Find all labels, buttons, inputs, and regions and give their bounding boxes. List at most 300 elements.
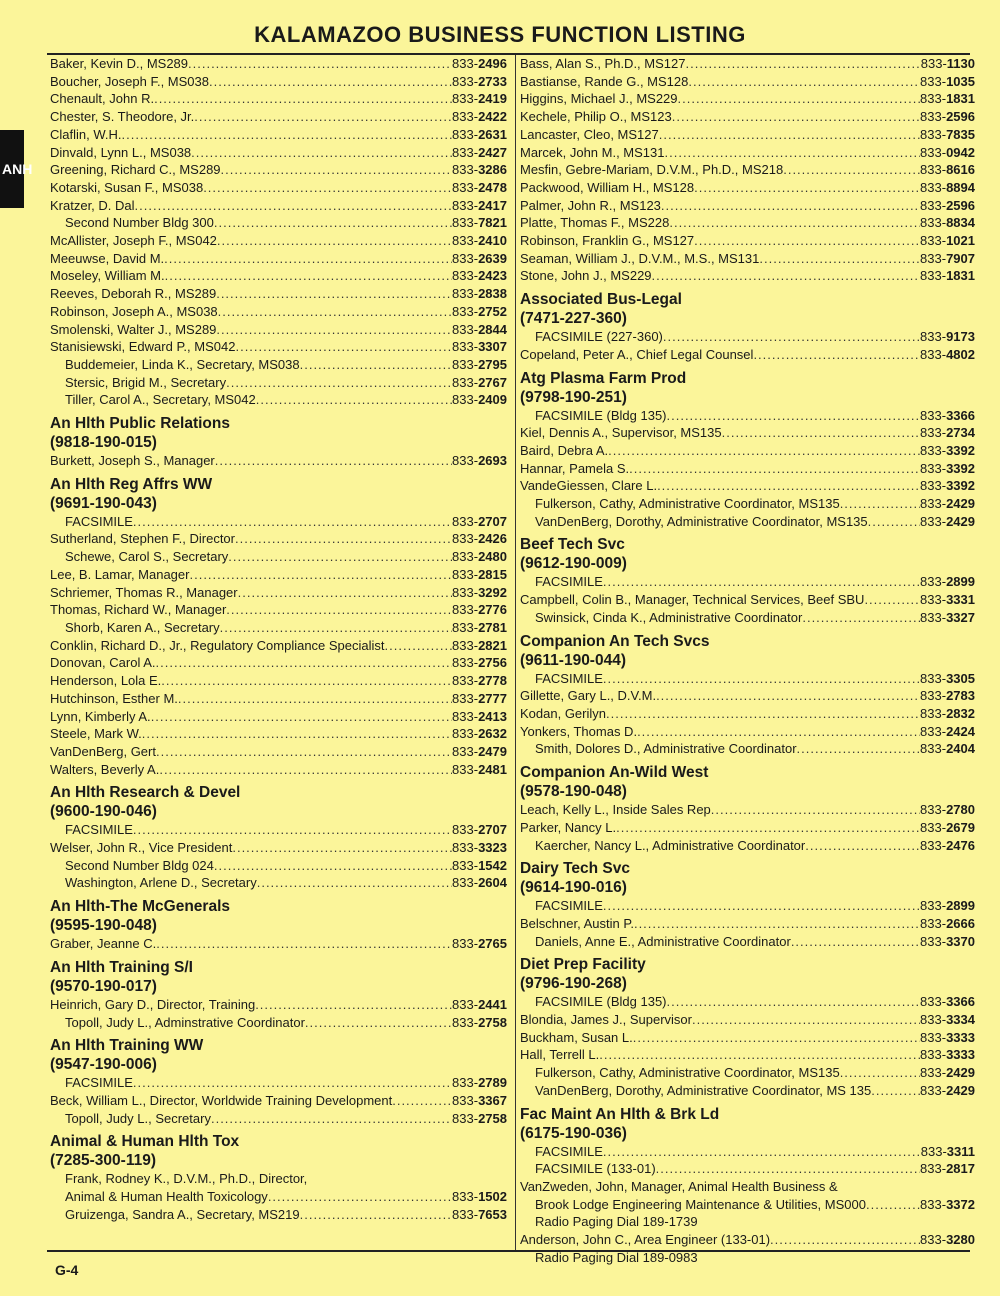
- listing-entry: [50, 672, 507, 690]
- phone-prefix: 833-: [452, 91, 479, 107]
- entry-name: Lee, B. Lamar, Manager: [50, 566, 190, 582]
- entry-name: FACSIMILE (Bldg 135): [535, 407, 667, 423]
- phone-prefix: 833-: [920, 478, 947, 494]
- phone-extension: 8616: [946, 162, 975, 178]
- phone-number: [452, 267, 507, 285]
- phone-number: [920, 477, 975, 495]
- phone-extension: 2478: [478, 179, 507, 195]
- phone-number: [452, 338, 507, 356]
- phone-extension: 2899: [946, 574, 975, 590]
- dot-leader: [133, 1074, 452, 1092]
- listing-entry: [520, 108, 975, 126]
- phone-extension: 2795: [478, 356, 507, 372]
- section-tab-label: ANH: [2, 161, 33, 177]
- phone-number: [452, 197, 507, 215]
- dot-leader: [672, 108, 920, 126]
- entry-name: Belschner, Austin P.: [520, 915, 634, 931]
- listing-entry: [50, 452, 507, 470]
- listing-entry: [50, 90, 507, 108]
- listing-entry: [520, 1046, 975, 1064]
- phone-extension: 2429: [946, 1082, 975, 1098]
- department-heading: An Hlth Reg Affrs WW: [50, 475, 213, 493]
- phone-number: [452, 452, 507, 470]
- entry-name: FACSIMILE (133-01): [535, 1161, 656, 1177]
- dot-leader: [133, 821, 452, 839]
- phone-prefix: 833-: [920, 898, 947, 914]
- entry-name: Hannar, Pamela S.: [520, 460, 630, 476]
- entry-name: Dinvald, Lynn L., MS038: [50, 144, 192, 160]
- department-heading: Dairy Tech Svc: [520, 860, 630, 878]
- phone-number: [920, 740, 975, 758]
- listing-entry: [50, 303, 507, 321]
- entry-name: VanDenBerg, Dorothy, Administrative Coordinator, MS 135: [535, 1082, 872, 1098]
- entry-name: Graber, Jeanne C.: [50, 936, 157, 952]
- dot-leader: [629, 460, 920, 478]
- phone-prefix: 833-: [452, 673, 479, 689]
- dot-leader: [868, 513, 920, 531]
- entry-name: Fulkerson, Cathy, Administrative Coordinator, MS135: [535, 496, 840, 512]
- entry-name: Meeuwse, David M.: [50, 250, 165, 266]
- phone-extension: 2404: [946, 741, 975, 757]
- dot-leader: [385, 637, 453, 655]
- dot-leader: [232, 839, 452, 857]
- phone-number: [920, 801, 975, 819]
- listing-entry: [50, 285, 507, 303]
- phone-prefix: 833-: [920, 233, 947, 249]
- phone-extension: 2778: [478, 673, 507, 689]
- phone-prefix: 833-: [920, 1196, 947, 1212]
- entry-name: Campbell, Colin B., Manager, Technical Services, Beef SBU: [520, 592, 865, 608]
- phone-number: [452, 1206, 507, 1224]
- listing-text-line: Frank, Rodney K., D.V.M., Ph.D., Director,: [65, 1171, 308, 1187]
- phone-number: [452, 108, 507, 126]
- entry-name: Palmer, John R., MS123: [520, 197, 661, 213]
- entry-name: Packwood, William H., MS128: [520, 179, 695, 195]
- phone-prefix: 833-: [452, 875, 479, 891]
- phone-number: [920, 591, 975, 609]
- phone-prefix: 833-: [920, 994, 947, 1010]
- phone-extension: 2604: [478, 875, 507, 891]
- listing-entry: [50, 267, 507, 285]
- phone-prefix: 833-: [452, 726, 479, 742]
- phone-extension: 2707: [478, 513, 507, 529]
- listing-entry: [50, 548, 507, 566]
- phone-extension: 2821: [478, 637, 507, 653]
- listing-entry: [50, 1110, 507, 1128]
- phone-prefix: 833-: [920, 609, 947, 625]
- listing-entry: [520, 723, 975, 741]
- listing-entry: [50, 839, 507, 857]
- column-divider: [515, 55, 516, 1250]
- listing-entry: [50, 935, 507, 953]
- listing-entry: [520, 837, 975, 855]
- phone-extension: 1831: [946, 91, 975, 107]
- phone-number: [920, 346, 975, 364]
- entry-name: Buddemeier, Linda K., Secretary, MS038: [65, 356, 300, 372]
- entry-name: Smolenski, Walter J., MS289: [50, 321, 217, 337]
- phone-prefix: 833-: [452, 392, 479, 408]
- listing-entry: [520, 214, 975, 232]
- phone-prefix: 833-: [452, 840, 479, 856]
- phone-extension: 2429: [946, 1065, 975, 1081]
- phone-prefix: 833-: [452, 126, 479, 142]
- dot-leader: [215, 452, 452, 470]
- dot-leader: [221, 161, 453, 179]
- phone-extension: 0942: [946, 144, 975, 160]
- phone-number: [452, 321, 507, 339]
- dot-leader: [156, 935, 452, 953]
- dot-leader: [188, 55, 452, 73]
- phone-number: [452, 1110, 507, 1128]
- phone-number: [920, 1231, 975, 1249]
- phone-number: [921, 1143, 975, 1161]
- entry-name: Chenault, John R.: [50, 91, 155, 107]
- phone-extension: 2496: [478, 56, 507, 71]
- entry-name: Hutchinson, Esther M.: [50, 690, 178, 706]
- entry-name: Baker, Kevin D., MS289: [50, 56, 189, 71]
- dot-leader: [238, 584, 452, 602]
- phone-prefix: 833-: [920, 513, 947, 529]
- phone-extension: 2596: [946, 109, 975, 125]
- listing-entry: [520, 1011, 975, 1029]
- phone-extension: 3367: [478, 1092, 507, 1108]
- dot-leader: [661, 197, 920, 215]
- dot-leader: [122, 126, 453, 144]
- phone-prefix: 833-: [452, 531, 479, 547]
- dot-leader: [871, 1082, 920, 1100]
- dot-leader: [864, 591, 920, 609]
- phone-extension: 9173: [946, 329, 975, 345]
- phone-extension: 3392: [946, 442, 975, 458]
- phone-prefix: 833-: [920, 250, 947, 266]
- phone-prefix: 833-: [452, 822, 479, 838]
- phone-number: [920, 214, 975, 232]
- entry-name: Bastianse, Rande G., MS128: [520, 73, 689, 89]
- phone-prefix: 833-: [920, 819, 947, 835]
- entry-name: FACSIMILE: [65, 513, 133, 529]
- dot-leader: [603, 670, 920, 688]
- listing-entry: [50, 197, 507, 215]
- phone-number: [452, 839, 507, 857]
- phone-extension: 2424: [946, 723, 975, 739]
- phone-prefix: 833-: [452, 286, 479, 302]
- dot-leader: [685, 55, 920, 73]
- entry-name: Swinsick, Cinda K., Administrative Coordinator: [535, 609, 803, 625]
- phone-number: [452, 821, 507, 839]
- phone-extension: 2899: [946, 898, 975, 914]
- phone-prefix: 833-: [452, 584, 479, 600]
- listing-entry: [50, 743, 507, 761]
- dot-leader: [151, 708, 452, 726]
- phone-extension: 2429: [946, 496, 975, 512]
- listing-entry: [520, 573, 975, 591]
- dot-leader: [616, 819, 920, 837]
- phone-number: [921, 55, 975, 73]
- phone-prefix: 833-: [452, 549, 479, 565]
- entry-name: Robinson, Joseph A., MS038: [50, 303, 218, 319]
- dot-leader: [711, 801, 920, 819]
- dot-leader: [209, 73, 452, 91]
- entry-name: McAllister, Joseph F., MS042: [50, 233, 217, 249]
- entry-name: Heinrich, Gary D., Director, Training: [50, 996, 256, 1012]
- phone-extension: 2410: [478, 233, 507, 249]
- phone-extension: 2417: [478, 197, 507, 213]
- phone-number: [920, 460, 975, 478]
- dot-leader: [656, 687, 920, 705]
- dot-leader: [165, 267, 452, 285]
- phone-prefix: 833-: [452, 356, 479, 372]
- phone-prefix: 833-: [920, 1232, 947, 1248]
- entry-name: Topoll, Judy L., Adminstrative Coordinator: [65, 1014, 305, 1030]
- entry-name: Topoll, Judy L., Secretary: [65, 1110, 211, 1126]
- department-heading: Companion An Tech Svcs: [520, 632, 710, 650]
- dot-leader: [840, 1064, 920, 1082]
- phone-prefix: 833-: [920, 741, 947, 757]
- phone-extension: 3280: [946, 1232, 975, 1248]
- entry-name: Smith, Dolores D., Administrative Coordinator: [535, 741, 797, 757]
- phone-number: [920, 819, 975, 837]
- phone-extension: 2419: [478, 91, 507, 107]
- phone-number: [452, 654, 507, 672]
- phone-extension: 2679: [946, 819, 975, 835]
- listing-entry: [520, 328, 975, 346]
- dot-leader: [637, 723, 920, 741]
- phone-number: [452, 144, 507, 162]
- listing-entry: [50, 250, 507, 268]
- phone-prefix: 833-: [920, 460, 947, 476]
- listing-entry: [50, 161, 507, 179]
- entry-name: Blondia, James J., Supervisor: [520, 1012, 692, 1028]
- phone-prefix: 833-: [920, 723, 947, 739]
- phone-extension: 3333: [946, 1047, 975, 1063]
- entry-name: Kotarski, Susan F., MS038: [50, 179, 204, 195]
- dot-leader: [678, 90, 921, 108]
- entry-name: Stanisiewski, Edward P., MS042: [50, 339, 236, 355]
- department-heading: (9796-190-268): [520, 975, 627, 993]
- phone-extension: 3366: [946, 407, 975, 423]
- phone-extension: 1502: [478, 1189, 507, 1205]
- dot-leader: [226, 601, 452, 619]
- phone-number: [920, 687, 975, 705]
- department-heading: Associated Bus-Legal: [520, 291, 682, 309]
- dot-leader: [603, 897, 920, 915]
- dot-leader: [659, 126, 920, 144]
- listing-entry: [50, 566, 507, 584]
- phone-number: [452, 214, 507, 232]
- phone-extension: 2758: [478, 1014, 507, 1030]
- entry-name: Kodan, Gerilyn: [520, 705, 606, 721]
- phone-prefix: 833-: [452, 179, 479, 195]
- phone-extension: 2693: [478, 453, 507, 469]
- dot-leader: [866, 1196, 920, 1214]
- entry-name: Fulkerson, Cathy, Administrative Coordinator, MS135: [535, 1065, 840, 1081]
- phone-extension: 2815: [478, 566, 507, 582]
- entry-name: Reeves, Deborah R., MS289: [50, 286, 217, 302]
- left-column: [50, 55, 507, 1223]
- entry-name: Baird, Debra A.: [520, 442, 609, 458]
- entry-name: FACSIMILE: [535, 898, 603, 914]
- phone-number: [920, 126, 975, 144]
- listing-entry: [520, 407, 975, 425]
- phone-number: [452, 391, 507, 409]
- phone-extension: 2481: [478, 761, 507, 777]
- department-heading: (9612-190-009): [520, 555, 627, 573]
- dot-leader: [802, 609, 920, 627]
- dot-leader: [142, 725, 452, 743]
- phone-prefix: 833-: [920, 162, 947, 178]
- right-column: [520, 55, 975, 1266]
- entry-name: FACSIMILE: [65, 822, 133, 838]
- dot-leader: [770, 1231, 920, 1249]
- dot-leader: [133, 513, 452, 531]
- department-heading: (9595-190-048): [50, 917, 157, 935]
- phone-prefix: 833-: [920, 1082, 947, 1098]
- phone-number: [920, 573, 975, 591]
- phone-extension: 2480: [478, 549, 507, 565]
- phone-extension: 2429: [946, 513, 975, 529]
- listing-entry: [520, 250, 975, 268]
- phone-number: [920, 705, 975, 723]
- phone-number: [452, 126, 507, 144]
- department-heading: (9614-190-016): [520, 879, 627, 897]
- phone-prefix: 833-: [920, 933, 947, 949]
- dot-leader: [669, 214, 920, 232]
- dot-leader: [634, 915, 920, 933]
- phone-number: [452, 161, 507, 179]
- phone-number: [452, 637, 507, 655]
- phone-number: [452, 874, 507, 892]
- phone-extension: 3286: [478, 162, 507, 178]
- phone-extension: 3392: [946, 478, 975, 494]
- entry-name: Schewe, Carol S., Secretary: [65, 549, 229, 565]
- phone-prefix: 833-: [452, 250, 479, 266]
- phone-extension: 3333: [946, 1029, 975, 1045]
- dot-leader: [663, 328, 920, 346]
- entry-name: Walters, Beverly A.: [50, 761, 160, 777]
- dot-leader: [156, 654, 453, 672]
- listing-entry: [520, 477, 975, 495]
- listing-entry: [520, 609, 975, 627]
- dot-leader: [657, 477, 920, 495]
- entry-name: VanDenBerg, Dorothy, Administrative Coordinator, MS135: [535, 513, 868, 529]
- entry-name: FACSIMILE: [535, 670, 603, 686]
- phone-number: [452, 513, 507, 531]
- listing-entry: [50, 654, 507, 672]
- listing-entry: [50, 821, 507, 839]
- phone-number: [452, 530, 507, 548]
- listing-entry: [520, 705, 975, 723]
- listing-entry: [520, 73, 975, 91]
- phone-extension: 2752: [478, 303, 507, 319]
- dot-leader: [783, 161, 920, 179]
- entry-name: Welser, John R., Vice President: [50, 840, 233, 856]
- phone-prefix: 833-: [452, 268, 479, 284]
- entry-name: Thomas, Richard W., Manager: [50, 602, 227, 618]
- phone-extension: 3292: [478, 584, 507, 600]
- listing-entry: [50, 1206, 507, 1224]
- phone-number: [920, 495, 975, 513]
- dot-leader: [606, 705, 920, 723]
- dot-leader: [392, 1092, 452, 1110]
- listing-entry: [520, 267, 975, 285]
- dot-leader: [161, 672, 452, 690]
- listing-entry: [50, 73, 507, 91]
- phone-number: [452, 996, 507, 1014]
- dot-leader: [194, 108, 452, 126]
- dot-leader: [652, 267, 921, 285]
- entry-name: FACSIMILE (Bldg 135): [535, 994, 667, 1010]
- listing-entry: [520, 144, 975, 162]
- phone-prefix: 833-: [920, 915, 947, 931]
- entry-name: Anderson, John C., Area Engineer (133-01): [520, 1232, 771, 1248]
- phone-prefix: 833-: [452, 761, 479, 777]
- dot-leader: [797, 740, 921, 758]
- dot-leader: [759, 250, 920, 268]
- page-title: KALAMAZOO BUSINESS FUNCTION LISTING: [254, 22, 746, 47]
- phone-extension: 2781: [478, 619, 507, 635]
- phone-number: [452, 935, 507, 953]
- phone-number: [452, 690, 507, 708]
- dot-leader: [753, 346, 920, 364]
- phone-prefix: 833-: [452, 339, 479, 355]
- phone-prefix: 833-: [920, 179, 947, 195]
- phone-extension: 2780: [946, 802, 975, 818]
- phone-extension: 2838: [478, 286, 507, 302]
- department-heading: Animal & Human Hlth Tox: [50, 1133, 240, 1151]
- phone-prefix: 833-: [920, 705, 947, 721]
- phone-number: [452, 743, 507, 761]
- entry-name: Stersic, Brigid M., Secretary: [65, 374, 227, 390]
- phone-prefix: 833-: [920, 496, 947, 512]
- dot-leader: [135, 197, 453, 215]
- phone-number: [920, 197, 975, 215]
- entry-name: Shorb, Karen A., Secretary: [65, 619, 220, 635]
- entry-name: Platte, Thomas F., MS228: [520, 215, 670, 231]
- phone-extension: 1130: [946, 56, 975, 71]
- listing-entry: [50, 619, 507, 637]
- department-heading: (9691-190-043): [50, 494, 157, 512]
- dot-leader: [226, 374, 452, 392]
- phone-prefix: 833-: [452, 109, 479, 125]
- dot-leader: [667, 993, 921, 1011]
- phone-extension: 2783: [946, 688, 975, 704]
- phone-prefix: 833-: [920, 144, 947, 160]
- entry-name: Yonkers, Thomas D.: [520, 723, 638, 739]
- dot-leader: [688, 73, 920, 91]
- listing-text-line: Radio Paging Dial 189-0983: [535, 1249, 698, 1265]
- listing-entry: [520, 55, 975, 73]
- phone-extension: 3327: [946, 609, 975, 625]
- phone-extension: 2817: [946, 1161, 975, 1177]
- phone-number: [920, 609, 975, 627]
- dot-leader: [154, 90, 452, 108]
- dot-leader: [156, 743, 452, 761]
- dot-leader: [217, 232, 452, 250]
- listing-entry: [520, 897, 975, 915]
- phone-prefix: 833-: [452, 1014, 479, 1030]
- entry-name: Chester, S. Theodore, Jr.: [50, 109, 195, 125]
- entry-name: Daniels, Anne E., Administrative Coordinator: [535, 933, 791, 949]
- entry-name: Gillette, Gary L., D.V.M.: [520, 688, 657, 704]
- phone-extension: 2844: [478, 321, 507, 337]
- entry-name: Sutherland, Stephen F., Director: [50, 531, 235, 547]
- entry-name: Brook Lodge Engineering Maintenance & Utilities, MS000: [535, 1196, 866, 1212]
- phone-prefix: 833-: [452, 303, 479, 319]
- phone-extension: 2639: [478, 250, 507, 266]
- phone-prefix: 833-: [920, 1047, 947, 1063]
- entry-name: Marcek, John M., MS131: [520, 144, 665, 160]
- listing-entry: [50, 637, 507, 655]
